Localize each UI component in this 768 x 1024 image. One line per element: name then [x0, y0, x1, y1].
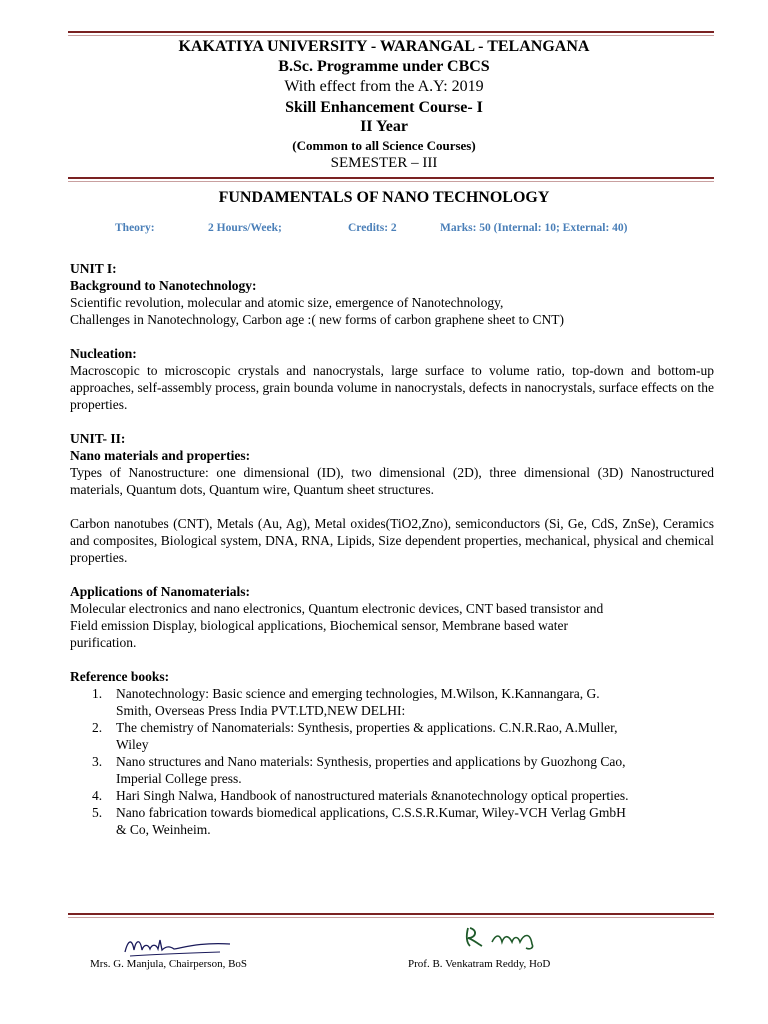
reference-item: 1. Nanotechnology: Basic science and emerging technologies, M.Wilson, K.Kannangara, G. Smith, Overseas Press India PVT.LTD,NEW DELHI: — [92, 686, 600, 718]
credits-value: Credits: 2 — [348, 222, 397, 234]
unit1-background-line2: Challenges in Nanotechnology, Carbon age :( new forms of carbon graphene sheet to CNT) — [70, 312, 564, 327]
unit2-materials-heading: Nano materials and properties: — [70, 448, 251, 463]
year: II Year — [360, 118, 408, 135]
hod-signature — [460, 922, 560, 954]
reference-item: 3. Nano structures and Nano materials: Synthesis, properties and applications by Guozhong Cao, Imperial College press. — [92, 754, 626, 786]
effect-line: With effect from the A.Y: 2019 — [284, 78, 484, 95]
footer-rule — [68, 913, 714, 918]
syllabus-body — [70, 260, 714, 838]
unit2-materials-text: Types of Nanostructure: one dimensional (ID), two dimensional (2D), three dimensional (3D) Nanostructured materials, Quantum dots, Quantum wire, Quantum sheet structures. — [70, 465, 714, 497]
unit1-background-line1: Scientific revolution, molecular and atomic size, emergence of Nanotechnology, — [70, 295, 504, 310]
unit2-applications-line2: Field emission Display, biological applications, Biochemical sensor, Membrane based water — [70, 618, 568, 633]
top-rule — [68, 31, 714, 36]
unit2-applications-line3: purification. — [70, 635, 137, 650]
reference-item: 5. Nano fabrication towards biomedical applications, C.S.S.R.Kumar, Wiley-VCH Verlag GmbH & Co, Weinheim. — [92, 805, 626, 837]
unit2-carbon-text: Carbon nanotubes (CNT), Metals (Au, Ag), Metal oxides(TiO2,Zno), semiconductors (Si, Ge, CdS, ZnSe), Ceramics and composites, Biological system, DNA, RNA, Lipids, Size dependent properties, mechanical, physical and chemical properties. — [70, 516, 714, 565]
unit1-nucleation-text: Macroscopic to microscopic crystals and nanocrystals, large surface to volume ratio, top-down and bottom-up approaches, self-assembly process, grain bounda volume in nanocrystals, defects in nanocrystals, surface effects on the properties. — [70, 363, 714, 412]
unit1-nucleation-heading: Nucleation: — [70, 346, 137, 361]
programme-title: B.Sc. Programme under CBCS — [278, 58, 490, 75]
hod-name: Prof. B. Venkatram Reddy, HoD — [408, 958, 551, 970]
references-list — [70, 685, 714, 838]
unit2-applications-heading: Applications of Nanomaterials: — [70, 584, 250, 599]
unit2-title: UNIT- II: — [70, 431, 126, 446]
chairperson-signature — [120, 932, 240, 960]
common-note: (Common to all Science Courses) — [292, 138, 476, 153]
hours-value: 2 Hours/Week; — [208, 222, 282, 234]
references-heading: Reference books: — [70, 669, 170, 684]
unit1-title: UNIT I: — [70, 261, 117, 276]
university-title: KAKATIYA UNIVERSITY - WARANGAL - TELANGANA — [178, 38, 590, 55]
unit1-background-heading: Background to Nanotechnology: — [70, 278, 257, 293]
chairperson-name: Mrs. G. Manjula, Chairperson, BoS — [90, 958, 248, 970]
reference-item: 2. The chemistry of Nanomaterials: Synthesis, properties & applications. C.N.R.Rao, A.Muller, Wiley — [92, 720, 618, 752]
reference-item: 4. Hari Singh Nalwa, Handbook of nanostructured materials &nanotechnology optical properties. — [92, 788, 629, 803]
course-title: FUNDAMENTALS OF NANO TECHNOLOGY — [218, 189, 550, 206]
header-rule — [68, 177, 714, 182]
marks-value: Marks: 50 (Internal: 10; External: 40) — [440, 222, 628, 234]
course-type: Skill Enhancement Course- I — [285, 99, 483, 116]
semester: SEMESTER – III — [330, 155, 438, 171]
unit2-applications-line1: Molecular electronics and nano electronics, Quantum electronic devices, CNT based transistor and — [70, 601, 604, 616]
theory-label: Theory: — [115, 222, 155, 234]
